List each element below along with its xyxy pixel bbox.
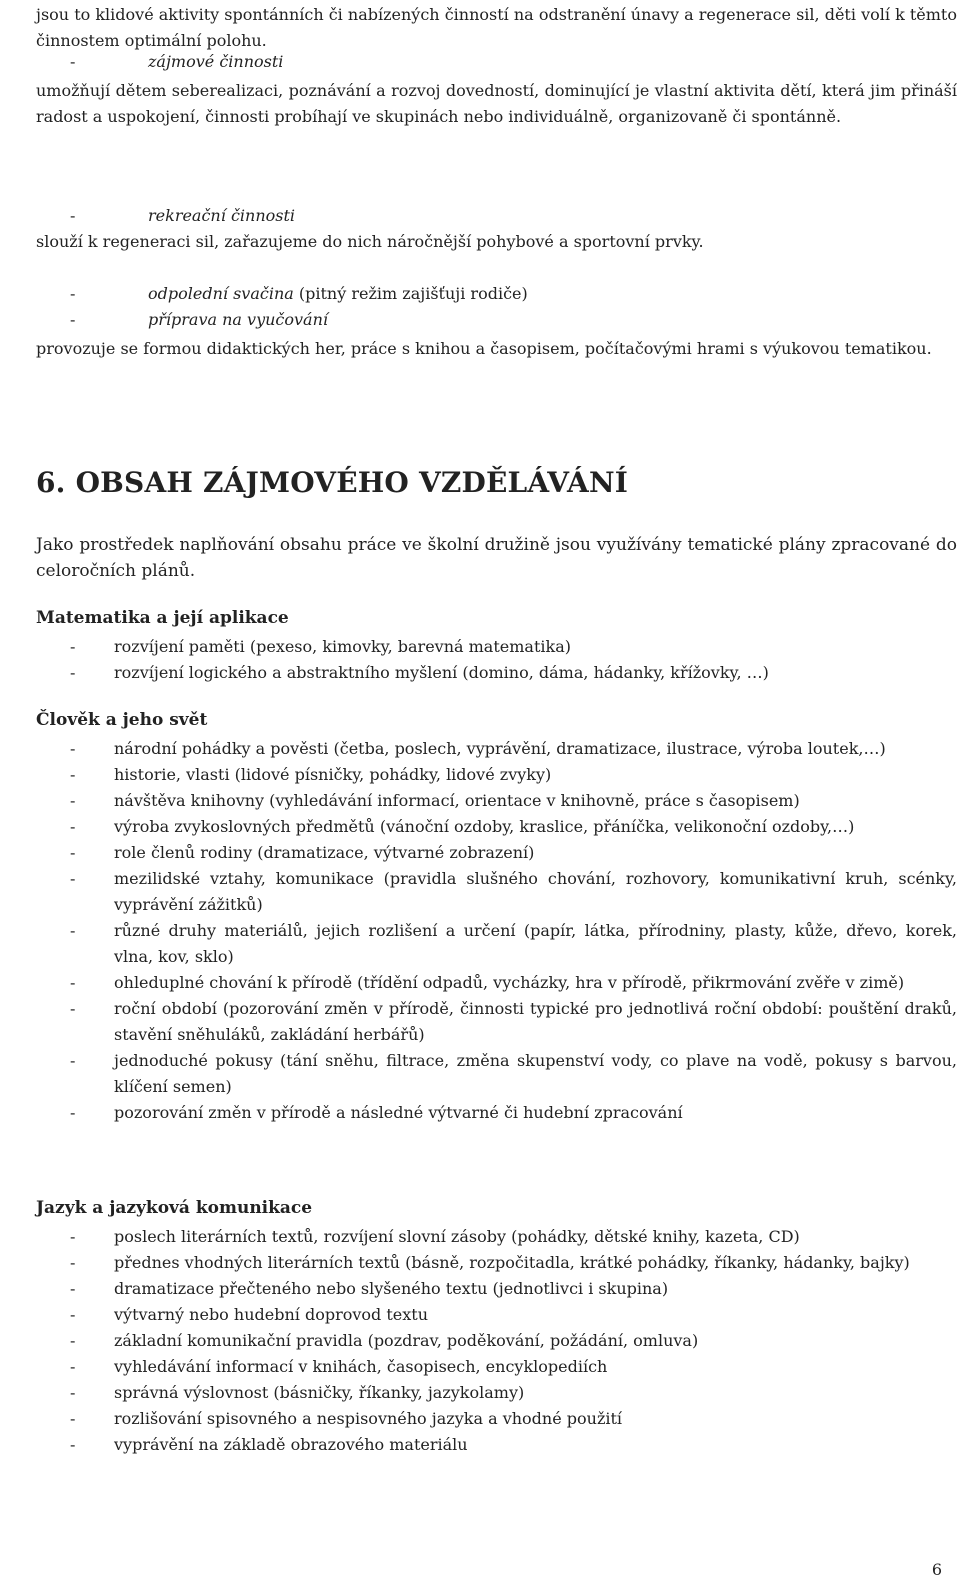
list-item: - návštěva knihovny (vyhledávání informací, orientace v knihovně, práce s časopisem)	[70, 791, 800, 810]
list-item: - poslech literárních textů, rozvíjení slovní zásoby (pohádky, dětské knihy, kazeta, CD)	[70, 1227, 800, 1246]
list-item: - výroba zvykoslovných předmětů (vánoční ozdoby, kraslice, přáníčka, velikonoční ozdoby,…)	[70, 817, 855, 836]
priprava-text: provozuje se formou didaktických her, práce s knihou a časopisem, počítačovými hrami s výukovou tematikou.	[36, 339, 932, 358]
list-clovek	[36, 736, 957, 1126]
list-item: - národní pohádky a pověsti (četba, poslech, vyprávění, dramatizace, ilustrace, výroba loutek,…)	[70, 739, 886, 758]
zajmove-text: umožňují dětem seberealizaci, poznávání a rozvoj dovedností, dominující je vlastní aktivita dětí, která jim přináší radost a uspokojení, činnosti probíhají ve skupinách nebo individuálně, organizovaně či spontánně.	[36, 81, 957, 126]
list-item: - správná výslovnost (básničky, říkanky, jazykolamy)	[70, 1383, 525, 1402]
dash: -	[70, 52, 76, 71]
list-item: - roční období (pozorování změn v přírodě, činnosti typické pro jednotlivá roční období: pouštění draků, stavění sněhuláků, zakládání herbářů)	[70, 999, 957, 1044]
section-heading: 6. OBSAH ZÁJMOVÉHO VZDĚLÁVÁNÍ	[36, 466, 629, 499]
svacina-line	[148, 284, 528, 303]
priprava-label: příprava na vyučování	[148, 310, 329, 329]
subheading-jazyk: Jazyk a jazyková komunikace	[36, 1198, 313, 1218]
list-item: - rozvíjení paměti (pexeso, kimovky, barevná matematika)	[70, 637, 571, 656]
list-item: - dramatizace přečteného nebo slyšeného textu (jednotlivci i skupina)	[70, 1279, 669, 1298]
section-intro: Jako prostředek naplňování obsahu práce ve školní družině jsou využívány tematické plány zpracované do celoročních plánů.	[36, 535, 957, 581]
rekreacni-text: slouží k regeneraci sil, zařazujeme do nich náročnější pohybové a sportovní prvky.	[36, 232, 704, 251]
dash: -	[70, 284, 76, 303]
list-item: - výtvarný nebo hudební doprovod textu	[70, 1305, 429, 1324]
list-item: - přednes vhodných literárních textů (básně, rozpočitadla, krátké pohádky, říkanky, hádanky, bajky)	[70, 1253, 910, 1272]
list-item: - historie, vlasti (lidové písničky, pohádky, lidové zvyky)	[70, 765, 552, 784]
intro-paragraph: jsou to klidové aktivity spontánních či nabízených činností na odstranění únavy a regenerace sil, děti volí k těmto činnostem optimální polohu.	[36, 5, 957, 50]
zajmove-label: zájmové činnosti	[148, 52, 284, 71]
svacina-label: odpolední svačina	[148, 284, 294, 303]
list-item: - ohleduplné chování k přírodě (třídění odpadů, vycházky, hra v přírodě, přikrmování zvěře v zimě)	[70, 973, 905, 992]
list-item: - jednoduché pokusy (tání sněhu, filtrace, změna skupenství vody, co plave na vodě, pokusy s barvou, klíčení semen)	[70, 1051, 957, 1096]
list-item: - vyprávění na základě obrazového materiálu	[70, 1435, 468, 1454]
dash: -	[70, 206, 76, 225]
list-item: - rozlišování spisovného a nespisovného jazyka a vhodné použití	[70, 1409, 623, 1428]
list-item: - rozvíjení logického a abstraktního myšlení (domino, dáma, hádanky, křížovky, …)	[70, 663, 769, 682]
rekreacni-label: rekreační činnosti	[148, 206, 296, 225]
list-item: - role členů rodiny (dramatizace, výtvarné zobrazení)	[70, 843, 535, 862]
subheading-clovek: Člověk a jeho svět	[36, 710, 208, 730]
list-item: - různé druhy materiálů, jejich rozlišení a určení (papír, látka, přírodniny, plasty, kůže, dřevo, korek, vlna, kov, sklo)	[70, 921, 957, 966]
list-jazyk	[36, 1224, 957, 1458]
svacina-suffix: (pitný režim zajišťuji rodiče)	[298, 284, 528, 303]
list-item: - základní komunikační pravidla (pozdrav, poděkování, požádání, omluva)	[70, 1331, 699, 1350]
list-item: - mezilidské vztahy, komunikace (pravidla slušného chování, rozhovory, komunikativní kruh, scénky, vyprávění zážitků)	[70, 869, 957, 914]
subheading-matematika: Matematika a její aplikace	[36, 608, 289, 628]
list-item: - vyhledávání informací v knihách, časopisech, encyklopediích	[70, 1357, 608, 1376]
page-number: 6	[931, 1560, 942, 1579]
list-item: - pozorování změn v přírodě a následné výtvarné či hudební zpracování	[70, 1103, 683, 1122]
list-matematika	[36, 634, 957, 686]
dash: -	[70, 310, 76, 329]
